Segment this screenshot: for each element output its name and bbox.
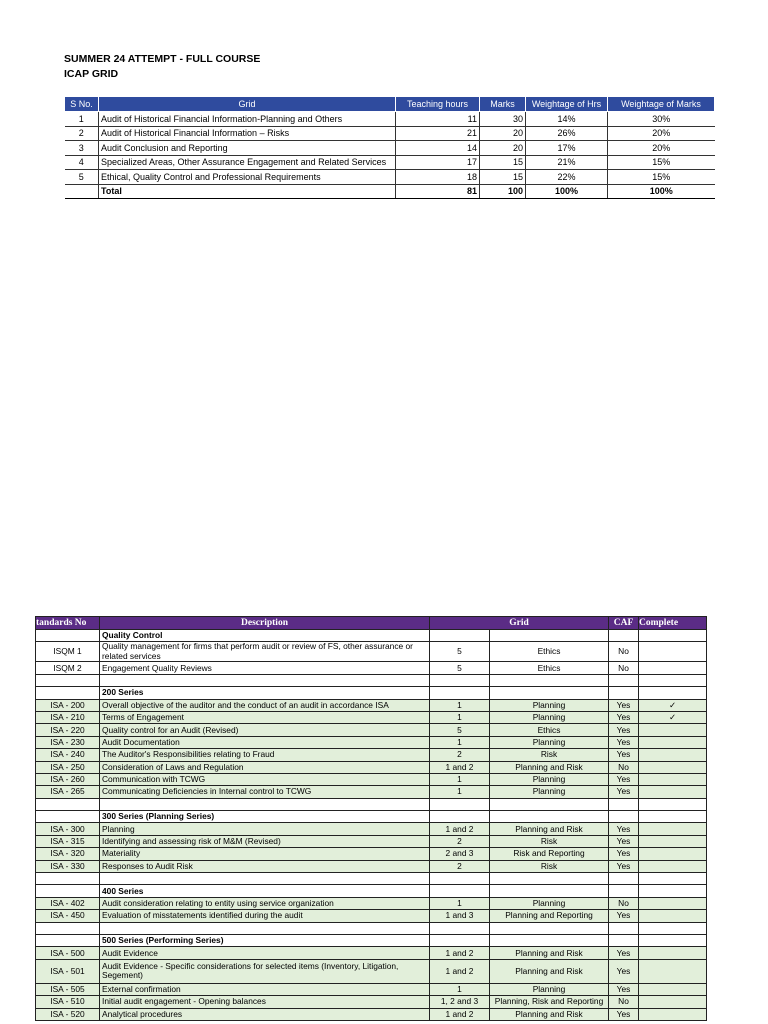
standard-row [36, 642, 707, 662]
cell-caf: No [609, 662, 639, 674]
standard-row [36, 662, 707, 674]
cell-description: Audit Documentation [100, 736, 430, 748]
cell-completed [639, 823, 707, 835]
cell-completed [639, 848, 707, 860]
cell-grid-name: Planning [490, 699, 609, 711]
cell-standard-no: ISA - 250 [36, 761, 100, 773]
cell-description: Quality control for an Audit (Revised) [100, 724, 430, 736]
cell-description: External confirmation [100, 983, 430, 995]
icap-grid-table [64, 96, 715, 199]
cell-grid-number: 1, 2 and 3 [430, 996, 490, 1008]
cell-grid-number: 1 and 2 [430, 823, 490, 835]
standard-row [36, 897, 707, 909]
cell-grid-name: Risk and Reporting [490, 848, 609, 860]
cell-marks: 20 [480, 141, 526, 156]
cell-grid-number [430, 687, 490, 699]
cell-completed: ✓ [639, 711, 707, 723]
cell-completed [639, 736, 707, 748]
cell-caf: No [609, 996, 639, 1008]
cell-completed [639, 873, 707, 885]
cell-description: Planning [100, 823, 430, 835]
col-sno: S No. [65, 97, 99, 112]
cell-description [100, 873, 430, 885]
cell-standard-no: ISA - 450 [36, 910, 100, 922]
cell-standard-no: ISA - 260 [36, 773, 100, 785]
cell-caf: Yes [609, 860, 639, 872]
cell-grid-name: Risk [490, 860, 609, 872]
table-row [65, 141, 715, 156]
cell-sno [65, 184, 99, 199]
cell-grid-name [490, 811, 609, 823]
cell-grid-name: Ethics [490, 724, 609, 736]
cell-sno: 2 [65, 126, 99, 141]
cell-standard-no: ISQM 2 [36, 662, 100, 674]
cell-grid-name: Planning and Risk [490, 761, 609, 773]
cell-hours: 14 [396, 141, 480, 156]
cell-grid-name: Planning and Risk [490, 1008, 609, 1020]
total-weightage-hrs: 100% [526, 184, 608, 199]
table-row [65, 126, 715, 141]
cell-grid-number: 2 and 3 [430, 848, 490, 860]
col-caf: CAF [609, 617, 639, 630]
cell-grid: Ethical, Quality Control and Professional Requirements [99, 170, 396, 185]
cell-grid-number [430, 811, 490, 823]
standard-row [36, 773, 707, 785]
cell-description: 200 Series [100, 687, 430, 699]
standard-row [36, 910, 707, 922]
cell-standard-no: ISA - 510 [36, 996, 100, 1008]
cell-caf [609, 674, 639, 686]
cell-standard-no: ISA - 320 [36, 848, 100, 860]
cell-marks: 15 [480, 155, 526, 170]
cell-sno: 1 [65, 112, 99, 127]
cell-description: Materiality [100, 848, 430, 860]
cell-caf [609, 885, 639, 897]
cell-grid-name: Planning [490, 711, 609, 723]
blank-row [36, 873, 707, 885]
cell-description: 400 Series [100, 885, 430, 897]
page-subtitle: ICAP GRID [64, 68, 119, 80]
cell-caf: Yes [609, 786, 639, 798]
total-marks: 100 [480, 184, 526, 199]
col-marks: Marks [480, 97, 526, 112]
cell-description [100, 922, 430, 934]
cell-grid-number: 1 and 3 [430, 910, 490, 922]
cell-completed [639, 687, 707, 699]
standard-row [36, 724, 707, 736]
cell-completed [639, 773, 707, 785]
cell-grid-number: 2 [430, 860, 490, 872]
standards-table-header [36, 617, 707, 630]
table-row [65, 170, 715, 185]
cell-description: Analytical procedures [100, 1008, 430, 1020]
cell-grid-name: Planning [490, 897, 609, 909]
cell-standard-no [36, 934, 100, 946]
cell-grid: Specialized Areas, Other Assurance Engagement and Related Services [99, 155, 396, 170]
cell-grid-number: 1 and 2 [430, 761, 490, 773]
col-grid: Grid [99, 97, 396, 112]
cell-grid-number: 1 [430, 773, 490, 785]
cell-caf: Yes [609, 736, 639, 748]
cell-caf: Yes [609, 749, 639, 761]
cell-marks: 15 [480, 170, 526, 185]
grid-table-header [65, 97, 715, 112]
blank-row [36, 922, 707, 934]
cell-weightage-hrs: 21% [526, 155, 608, 170]
cell-standard-no [36, 798, 100, 810]
cell-standard-no [36, 873, 100, 885]
cell-standard-no [36, 630, 100, 642]
standard-row [36, 947, 707, 959]
cell-caf [609, 934, 639, 946]
cell-grid-number [430, 798, 490, 810]
cell-grid-number [430, 674, 490, 686]
cell-completed [639, 959, 707, 983]
cell-grid-name [490, 885, 609, 897]
cell-description: Evaluation of misstatements identified during the audit [100, 910, 430, 922]
cell-standard-no: ISA - 240 [36, 749, 100, 761]
cell-standard-no: ISA - 500 [36, 947, 100, 959]
cell-description: Engagement Quality Reviews [100, 662, 430, 674]
cell-grid-number: 5 [430, 642, 490, 662]
standard-row [36, 823, 707, 835]
cell-grid: Audit of Historical Financial Information – Risks [99, 126, 396, 141]
cell-grid-name: Ethics [490, 662, 609, 674]
cell-weightage-hrs: 22% [526, 170, 608, 185]
standard-row [36, 848, 707, 860]
cell-marks: 20 [480, 126, 526, 141]
cell-description: Audit Evidence - Specific considerations for selected items (Inventory, Litigation, Segement) [100, 959, 430, 983]
total-hours: 81 [396, 184, 480, 199]
cell-grid-name: Planning, Risk and Reporting [490, 996, 609, 1008]
cell-grid-name: Risk [490, 835, 609, 847]
page-title: SUMMER 24 ATTEMPT - FULL COURSE [64, 53, 261, 65]
cell-caf: Yes [609, 1008, 639, 1020]
blank-row [36, 674, 707, 686]
cell-caf: Yes [609, 959, 639, 983]
cell-grid-name: Planning [490, 736, 609, 748]
standard-row [36, 983, 707, 995]
cell-caf: Yes [609, 835, 639, 847]
cell-weightage-marks: 15% [608, 155, 715, 170]
cell-standard-no: ISA - 220 [36, 724, 100, 736]
cell-completed [639, 1008, 707, 1020]
cell-caf: No [609, 642, 639, 662]
cell-description [100, 674, 430, 686]
col-grid: Grid [430, 617, 609, 630]
cell-standard-no [36, 811, 100, 823]
standard-row [36, 749, 707, 761]
cell-completed [639, 947, 707, 959]
cell-description: Audit Evidence [100, 947, 430, 959]
cell-standard-no [36, 885, 100, 897]
cell-grid-name: Planning [490, 786, 609, 798]
cell-caf: Yes [609, 773, 639, 785]
cell-caf [609, 630, 639, 642]
total-label: Total [99, 184, 396, 199]
col-weightage-hrs: Weightage of Hrs [526, 97, 608, 112]
cell-standard-no: ISQM 1 [36, 642, 100, 662]
standard-row [36, 959, 707, 983]
standard-row [36, 736, 707, 748]
cell-grid-name [490, 934, 609, 946]
standard-row [36, 860, 707, 872]
section-row [36, 687, 707, 699]
total-row [65, 184, 715, 199]
cell-grid-number [430, 873, 490, 885]
cell-hours: 11 [396, 112, 480, 127]
cell-completed [639, 662, 707, 674]
cell-grid-number: 1 [430, 711, 490, 723]
total-weightage-marks: 100% [608, 184, 715, 199]
cell-standard-no: ISA - 300 [36, 823, 100, 835]
cell-description: Communication with TCWG [100, 773, 430, 785]
cell-grid-number [430, 630, 490, 642]
col-standards-no: tandards No [36, 617, 100, 630]
col-completed: Complete [639, 617, 707, 630]
cell-grid: Audit Conclusion and Reporting [99, 141, 396, 156]
cell-grid-number: 1 and 2 [430, 959, 490, 983]
cell-standard-no: ISA - 501 [36, 959, 100, 983]
cell-grid-number: 1 [430, 897, 490, 909]
cell-grid-number: 1 [430, 983, 490, 995]
table-row [65, 112, 715, 127]
col-description: Description [100, 617, 430, 630]
cell-caf: Yes [609, 711, 639, 723]
cell-standard-no: ISA - 330 [36, 860, 100, 872]
cell-grid-name: Planning and Reporting [490, 910, 609, 922]
cell-grid-name [490, 674, 609, 686]
cell-completed [639, 996, 707, 1008]
cell-caf: Yes [609, 699, 639, 711]
cell-completed [639, 798, 707, 810]
cell-grid-number [430, 885, 490, 897]
cell-grid-name [490, 630, 609, 642]
cell-description: Consideration of Laws and Regulation [100, 761, 430, 773]
cell-completed [639, 749, 707, 761]
cell-caf [609, 922, 639, 934]
cell-standard-no: ISA - 402 [36, 897, 100, 909]
cell-hours: 21 [396, 126, 480, 141]
cell-caf: Yes [609, 848, 639, 860]
standard-row [36, 699, 707, 711]
cell-sno: 4 [65, 155, 99, 170]
cell-grid-name: Planning and Risk [490, 959, 609, 983]
cell-weightage-marks: 15% [608, 170, 715, 185]
cell-description [100, 798, 430, 810]
cell-completed [639, 630, 707, 642]
cell-caf [609, 687, 639, 699]
cell-caf: Yes [609, 947, 639, 959]
cell-completed [639, 885, 707, 897]
cell-sno: 5 [65, 170, 99, 185]
cell-weightage-hrs: 26% [526, 126, 608, 141]
cell-grid-name: Risk [490, 749, 609, 761]
cell-completed [639, 922, 707, 934]
standard-row [36, 996, 707, 1008]
cell-hours: 18 [396, 170, 480, 185]
cell-grid-number: 2 [430, 835, 490, 847]
cell-grid-number: 1 [430, 736, 490, 748]
cell-weightage-marks: 20% [608, 126, 715, 141]
cell-grid-number [430, 934, 490, 946]
cell-completed [639, 674, 707, 686]
cell-description: The Auditor's Responsibilities relating to Fraud [100, 749, 430, 761]
cell-standard-no: ISA - 210 [36, 711, 100, 723]
cell-description: Communicating Deficiencies in Internal control to TCWG [100, 786, 430, 798]
cell-caf [609, 873, 639, 885]
cell-completed [639, 642, 707, 662]
cell-grid-name: Planning and Risk [490, 823, 609, 835]
cell-description: 500 Series (Performing Series) [100, 934, 430, 946]
cell-completed: ✓ [639, 699, 707, 711]
cell-sno: 3 [65, 141, 99, 156]
cell-caf: No [609, 897, 639, 909]
cell-grid-number: 1 and 2 [430, 1008, 490, 1020]
table-row [65, 155, 715, 170]
col-weightage-marks: Weightage of Marks [608, 97, 715, 112]
cell-grid-name: Ethics [490, 642, 609, 662]
cell-caf: Yes [609, 910, 639, 922]
standard-row [36, 1008, 707, 1020]
standard-row [36, 786, 707, 798]
cell-standard-no: ISA - 520 [36, 1008, 100, 1020]
cell-caf: Yes [609, 724, 639, 736]
cell-grid-number: 1 and 2 [430, 947, 490, 959]
cell-description: Audit consideration relating to entity using service organization [100, 897, 430, 909]
cell-marks: 30 [480, 112, 526, 127]
cell-standard-no: ISA - 230 [36, 736, 100, 748]
cell-description: Responses to Audit Risk [100, 860, 430, 872]
cell-caf [609, 798, 639, 810]
cell-description: Terms of Engagement [100, 711, 430, 723]
cell-completed [639, 811, 707, 823]
cell-caf: Yes [609, 823, 639, 835]
cell-description: Initial audit engagement - Opening balances [100, 996, 430, 1008]
cell-caf: No [609, 761, 639, 773]
standard-row [36, 761, 707, 773]
cell-standard-no: ISA - 265 [36, 786, 100, 798]
section-row [36, 934, 707, 946]
cell-weightage-hrs: 14% [526, 112, 608, 127]
cell-grid-number: 5 [430, 724, 490, 736]
cell-standard-no: ISA - 505 [36, 983, 100, 995]
cell-caf: Yes [609, 983, 639, 995]
cell-weightage-hrs: 17% [526, 141, 608, 156]
cell-grid: Audit of Historical Financial Information-Planning and Others [99, 112, 396, 127]
section-row [36, 811, 707, 823]
cell-grid-name [490, 798, 609, 810]
cell-weightage-marks: 20% [608, 141, 715, 156]
cell-standard-no: ISA - 315 [36, 835, 100, 847]
blank-row [36, 798, 707, 810]
cell-description: Identifying and assessing risk of M&M (Revised) [100, 835, 430, 847]
standard-row [36, 835, 707, 847]
cell-completed [639, 786, 707, 798]
cell-grid-number: 1 [430, 699, 490, 711]
cell-standard-no: ISA - 200 [36, 699, 100, 711]
cell-grid-name [490, 873, 609, 885]
cell-weightage-marks: 30% [608, 112, 715, 127]
cell-hours: 17 [396, 155, 480, 170]
cell-completed [639, 897, 707, 909]
cell-grid-name [490, 687, 609, 699]
cell-description: 300 Series (Planning Series) [100, 811, 430, 823]
cell-grid-number [430, 922, 490, 934]
cell-completed [639, 835, 707, 847]
cell-description: Quality Control [100, 630, 430, 642]
cell-grid-name [490, 922, 609, 934]
cell-grid-name: Planning [490, 983, 609, 995]
standard-row [36, 711, 707, 723]
col-teaching-hours: Teaching hours [396, 97, 480, 112]
standards-table [35, 616, 707, 1021]
cell-grid-number: 2 [430, 749, 490, 761]
cell-grid-number: 5 [430, 662, 490, 674]
cell-grid-name: Planning and Risk [490, 947, 609, 959]
cell-caf [609, 811, 639, 823]
cell-description: Quality management for firms that perform audit or review of FS, other assurance or related services [100, 642, 430, 662]
section-row [36, 885, 707, 897]
cell-completed [639, 910, 707, 922]
section-row [36, 630, 707, 642]
cell-standard-no [36, 687, 100, 699]
cell-completed [639, 934, 707, 946]
cell-completed [639, 761, 707, 773]
cell-completed [639, 983, 707, 995]
cell-standard-no [36, 922, 100, 934]
cell-completed [639, 724, 707, 736]
cell-description: Overall objective of the auditor and the conduct of an audit in accordance ISA [100, 699, 430, 711]
cell-completed [639, 860, 707, 872]
cell-grid-name: Planning [490, 773, 609, 785]
cell-grid-number: 1 [430, 786, 490, 798]
cell-standard-no [36, 674, 100, 686]
